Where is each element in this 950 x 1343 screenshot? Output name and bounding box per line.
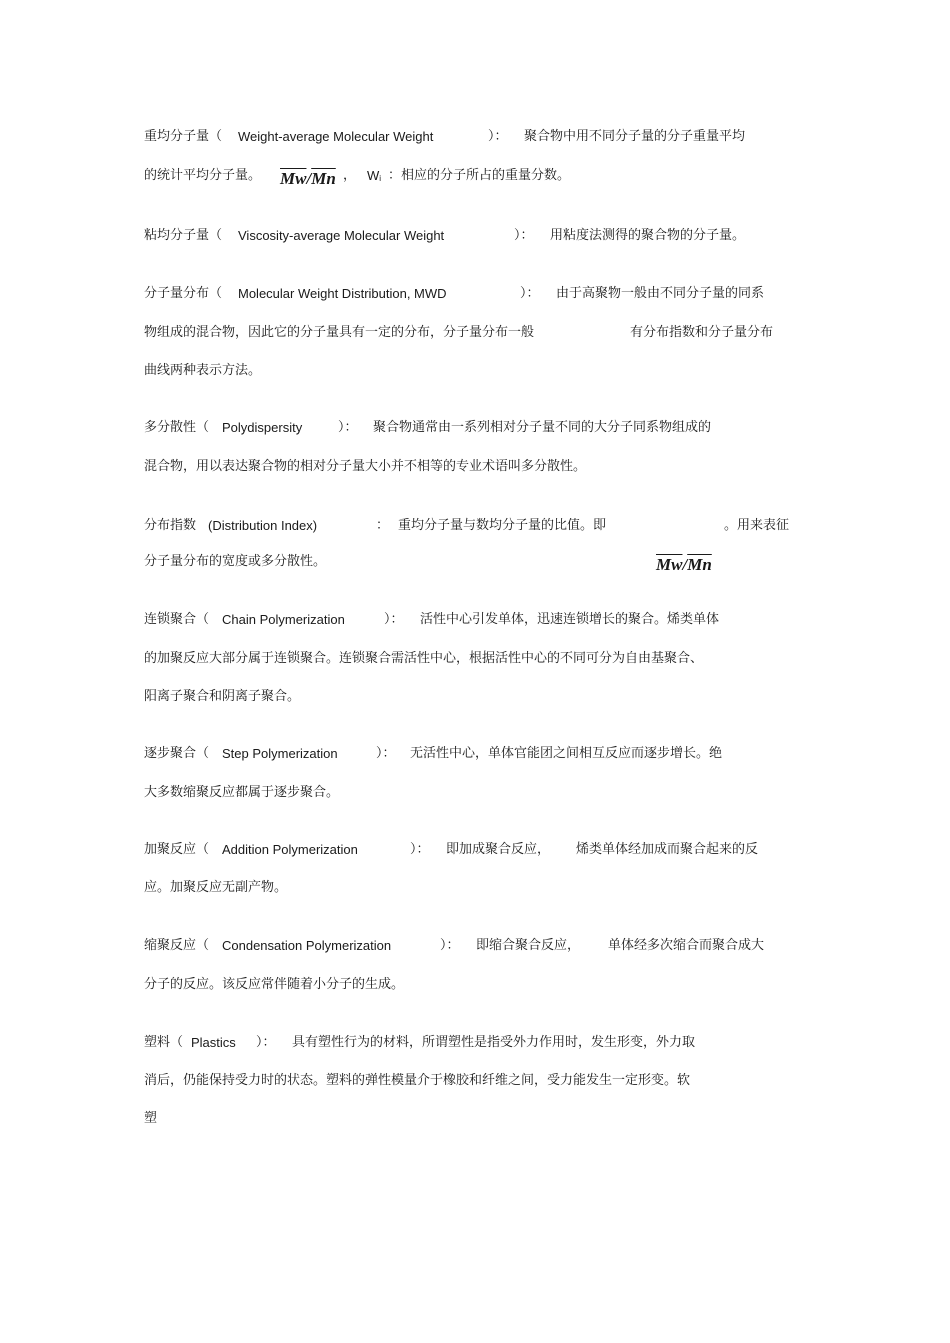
formula-denominator: $\overline{Mn}$	[311, 169, 336, 188]
entry-definition-cont: 的统计平均分子量。	[144, 168, 262, 183]
entry-definition: 用粘度法测得的聚合物的分子量。	[550, 228, 746, 243]
entry-definition-cont: 的加聚反应大部分属于连锁聚合。连锁聚合需活性中心，根据活性中心的不同可分为自由基聚合、	[144, 651, 704, 666]
entry-label: 分子量分布（	[144, 286, 223, 301]
entry-definition: 。用来表征	[724, 518, 790, 533]
entry-definition-cont: 塑	[144, 1111, 158, 1126]
entry-paren: ：	[376, 518, 390, 533]
entry-term: Chain Polymerization	[222, 612, 345, 627]
entry-label: 多分散性（	[144, 420, 210, 435]
entry-term: Step Polymerization	[222, 746, 338, 761]
entry-definition-cont: 消后，仍能保持受力时的状态。塑料的弹性模量介于橡胶和纤维之间，受力能发生一定形变。软	[144, 1073, 691, 1088]
entry-label: 加聚反应（	[144, 842, 210, 857]
entry-definition-cont: 分子的反应。该反应常伴随着小分子的生成。	[144, 977, 405, 992]
entry-definition-cont: ：相应的分子所占的重量分数。	[388, 168, 571, 183]
entry-label: 连锁聚合（	[144, 612, 210, 627]
entry-label: 粘均分子量（	[144, 228, 223, 243]
formula-denominator: $\overline{Mn}$	[687, 555, 712, 574]
formula-mw-mn: $\overline{Mw}/\overline{Mn}$	[656, 555, 712, 574]
entry-term: Polydispersity	[222, 420, 303, 435]
entry-label: 塑料（	[144, 1035, 184, 1050]
entry-label: 分布指数	[144, 518, 197, 533]
entry-definition: 重均分子量与数均分子量的比值。即	[398, 518, 607, 533]
entry-term: Addition Polymerization	[222, 842, 358, 857]
entry-paren: ）：	[338, 420, 358, 435]
entry-label: 重均分子量（	[144, 129, 223, 144]
entry-paren: ）：	[520, 286, 540, 301]
entry-definition-cont: 大多数缩聚反应都属于逐步聚合。	[144, 785, 340, 800]
entry-definition-cont: 混合物，用以表达聚合物的相对分子量大小并不相等的专业术语叫多分散性。	[144, 459, 587, 474]
entry-definition: 聚合物通常由一系列相对分子量不同的大分子同系物组成的	[373, 420, 712, 435]
entry-definition: 活性中心引发单体，迅速连锁增长的聚合。烯类单体	[420, 612, 720, 627]
entry-definition: 即加成聚合反应，	[446, 842, 551, 857]
formula-comma: ，	[343, 168, 357, 183]
entry-term: (Distribution Index)	[208, 518, 318, 533]
entry-term: Viscosity-average Molecular Weight	[238, 228, 445, 243]
entry-term: Condensation Polymerization	[222, 938, 392, 953]
entry-definition: 由于高聚物一般由不同分子量的同系	[556, 286, 765, 301]
entry-definition-cont: 有分布指数和分子量分布	[630, 325, 774, 340]
entry-label: 逐步聚合（	[144, 746, 210, 761]
wi-subscript: i	[379, 174, 382, 183]
entry-paren: ）：	[488, 129, 508, 144]
entry-term: Molecular Weight Distribution, MWD	[238, 286, 447, 301]
entry-definition-cont: 曲线两种表示方法。	[144, 363, 262, 378]
wi-letter: W	[367, 168, 380, 183]
formula-numerator: $\overline{Mw}$	[656, 555, 683, 574]
wi-symbol	[367, 167, 381, 188]
entry-definition-cont: 阳离子聚合和阴离子聚合。	[144, 689, 301, 704]
entry-term: Weight-average Molecular Weight	[238, 129, 434, 144]
formula-mw-mn: $\overline{Mw}/\overline{Mn}$	[280, 169, 336, 188]
formula-numerator: $\overline{Mw}$	[280, 169, 307, 188]
entry-definition: 即缩合聚合反应，	[476, 938, 581, 953]
entry-paren: ）：	[440, 938, 460, 953]
entry-definition-cont: 物组成的混合物，因此它的分子量具有一定的分布，分子量分布一般	[144, 325, 535, 340]
entry-definition: 单体经多次缩合而聚合成大	[608, 938, 765, 953]
entry-paren: ）：	[384, 612, 404, 627]
entry-paren: ）：	[410, 842, 430, 857]
entry-definition-cont: 应。加聚反应无副产物。	[144, 880, 288, 895]
entry-definition: 烯类单体经加成而聚合起来的反	[576, 842, 759, 857]
entry-label: 缩聚反应（	[144, 938, 210, 953]
entry-definition: 聚合物中用不同分子量的分子重量平均	[524, 129, 746, 144]
entry-definition: 具有塑性行为的材料，所谓塑性是指受外力作用时，发生形变，外力取	[292, 1035, 696, 1050]
entry-term: Plastics	[191, 1035, 236, 1050]
entry-definition-cont: 分子量分布的宽度或多分散性。	[144, 554, 327, 569]
entry-paren: ）：	[376, 746, 396, 761]
entry-paren: ）：	[256, 1035, 276, 1050]
entry-definition: 无活性中心，单体官能团之间相互反应而逐步增长。绝	[410, 746, 723, 761]
entry-paren: ）：	[514, 228, 534, 243]
